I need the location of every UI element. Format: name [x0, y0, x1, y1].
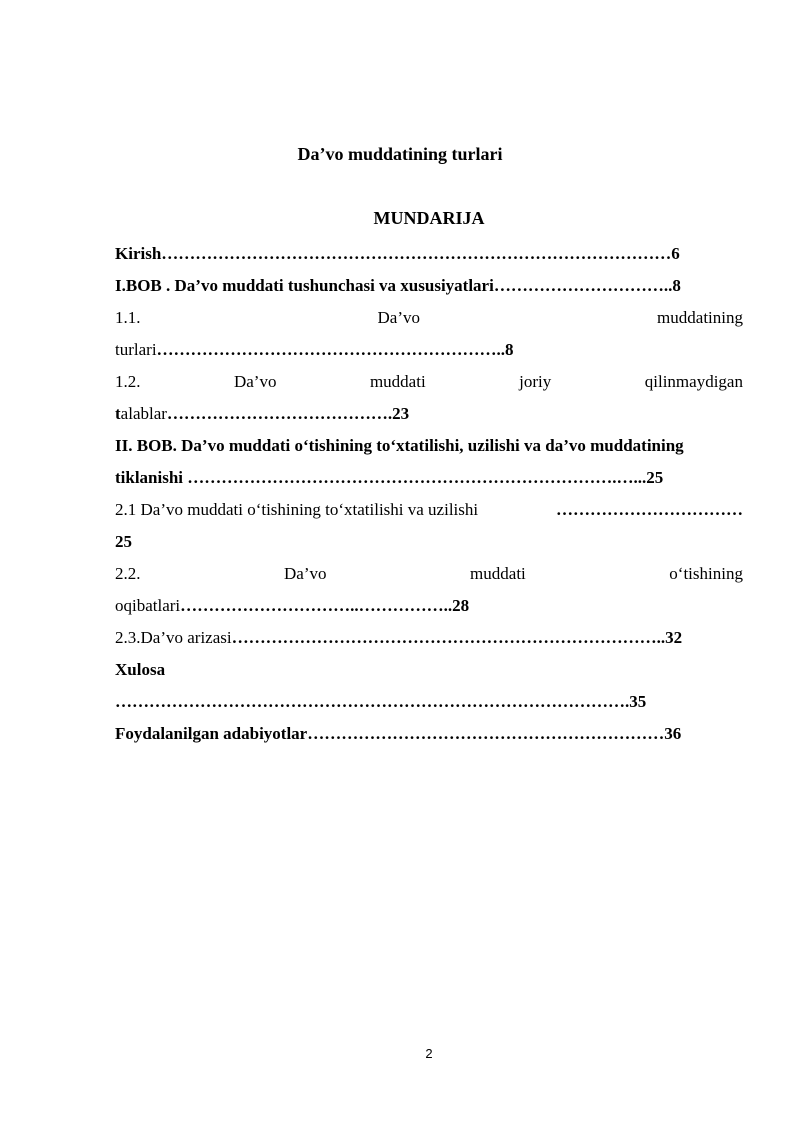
document-title: Da’vo muddatining turlari	[297, 144, 503, 164]
toc-word: 1.2.	[115, 372, 141, 391]
toc-text-initial: t	[115, 404, 121, 423]
toc-entry-2-2-line2	[115, 590, 743, 622]
toc-entry-bob2-line1: II. BOB. Da’vo muddati o‘tishining to‘xtatilishi, uzilishi va da’vo muddatining	[115, 436, 684, 455]
toc-word: o‘tishining	[669, 564, 743, 583]
toc-entry-bob1: I.BOB . Da’vo muddati tushunchasi va xususiyatlari…………………………..8	[115, 276, 681, 295]
toc-entry-xulosa-line2: ……………………………………………………………………………….35	[115, 692, 647, 711]
toc-entry-1-1-line2	[115, 334, 743, 366]
toc-entry-2-2-line1	[115, 558, 743, 590]
page-number: 2	[425, 1046, 433, 1061]
toc-entry-xulosa-line1: Xulosa	[115, 660, 166, 679]
toc-text: turlari	[115, 340, 157, 359]
toc-entry-foydalanilgan: Foydalanilgan adabiyotlar………………………………………………………36	[115, 724, 682, 743]
toc-word: joriy	[519, 372, 552, 391]
toc-word: Da’vo	[377, 308, 421, 327]
toc-entry-2-3	[115, 622, 743, 654]
toc-entry-bob2-line2: tiklanishi ………………………………………………………………….…...25	[115, 468, 664, 487]
toc-text: 2.1 Da’vo muddati o‘tishining to‘xtatilishi va uzilishi	[115, 500, 479, 519]
toc-entry-2-1-line2: 25	[115, 532, 132, 551]
toc-text: 2.3.Da’vo arizasi	[115, 628, 232, 647]
toc-dots: ……………………………	[556, 500, 743, 519]
toc-text: alablar	[120, 404, 167, 423]
toc-dots: …………………………………………………………………..32	[231, 628, 683, 647]
toc-dots: …………………………..……………..28	[180, 596, 470, 615]
toc-word: 1.1.	[115, 308, 141, 327]
toc-entry-1-1-line1	[115, 302, 743, 334]
toc-word: Da’vo	[284, 564, 327, 583]
toc-word: qilinmaydigan	[644, 372, 743, 391]
toc-text: oqibatlari	[115, 596, 181, 615]
toc-entry-1-2-line2	[115, 398, 743, 430]
toc-word: 2.2.	[115, 564, 141, 583]
toc-heading: MUNDARIJA	[373, 208, 485, 228]
toc-word: muddati	[369, 372, 426, 391]
toc-entry-2-1-line1	[115, 494, 743, 526]
toc-dots: ……………………………………………………..8	[156, 340, 514, 359]
toc-dots: ………………………………….23	[166, 404, 410, 423]
toc-word: muddatining	[657, 308, 743, 327]
toc-entry-1-2-line1	[115, 366, 743, 398]
table-of-contents	[115, 238, 743, 750]
toc-word: muddati	[470, 564, 526, 583]
toc-word: Da’vo	[233, 372, 277, 391]
toc-entry-kirish: Kirish………………………………………………………………………………6	[115, 244, 680, 263]
